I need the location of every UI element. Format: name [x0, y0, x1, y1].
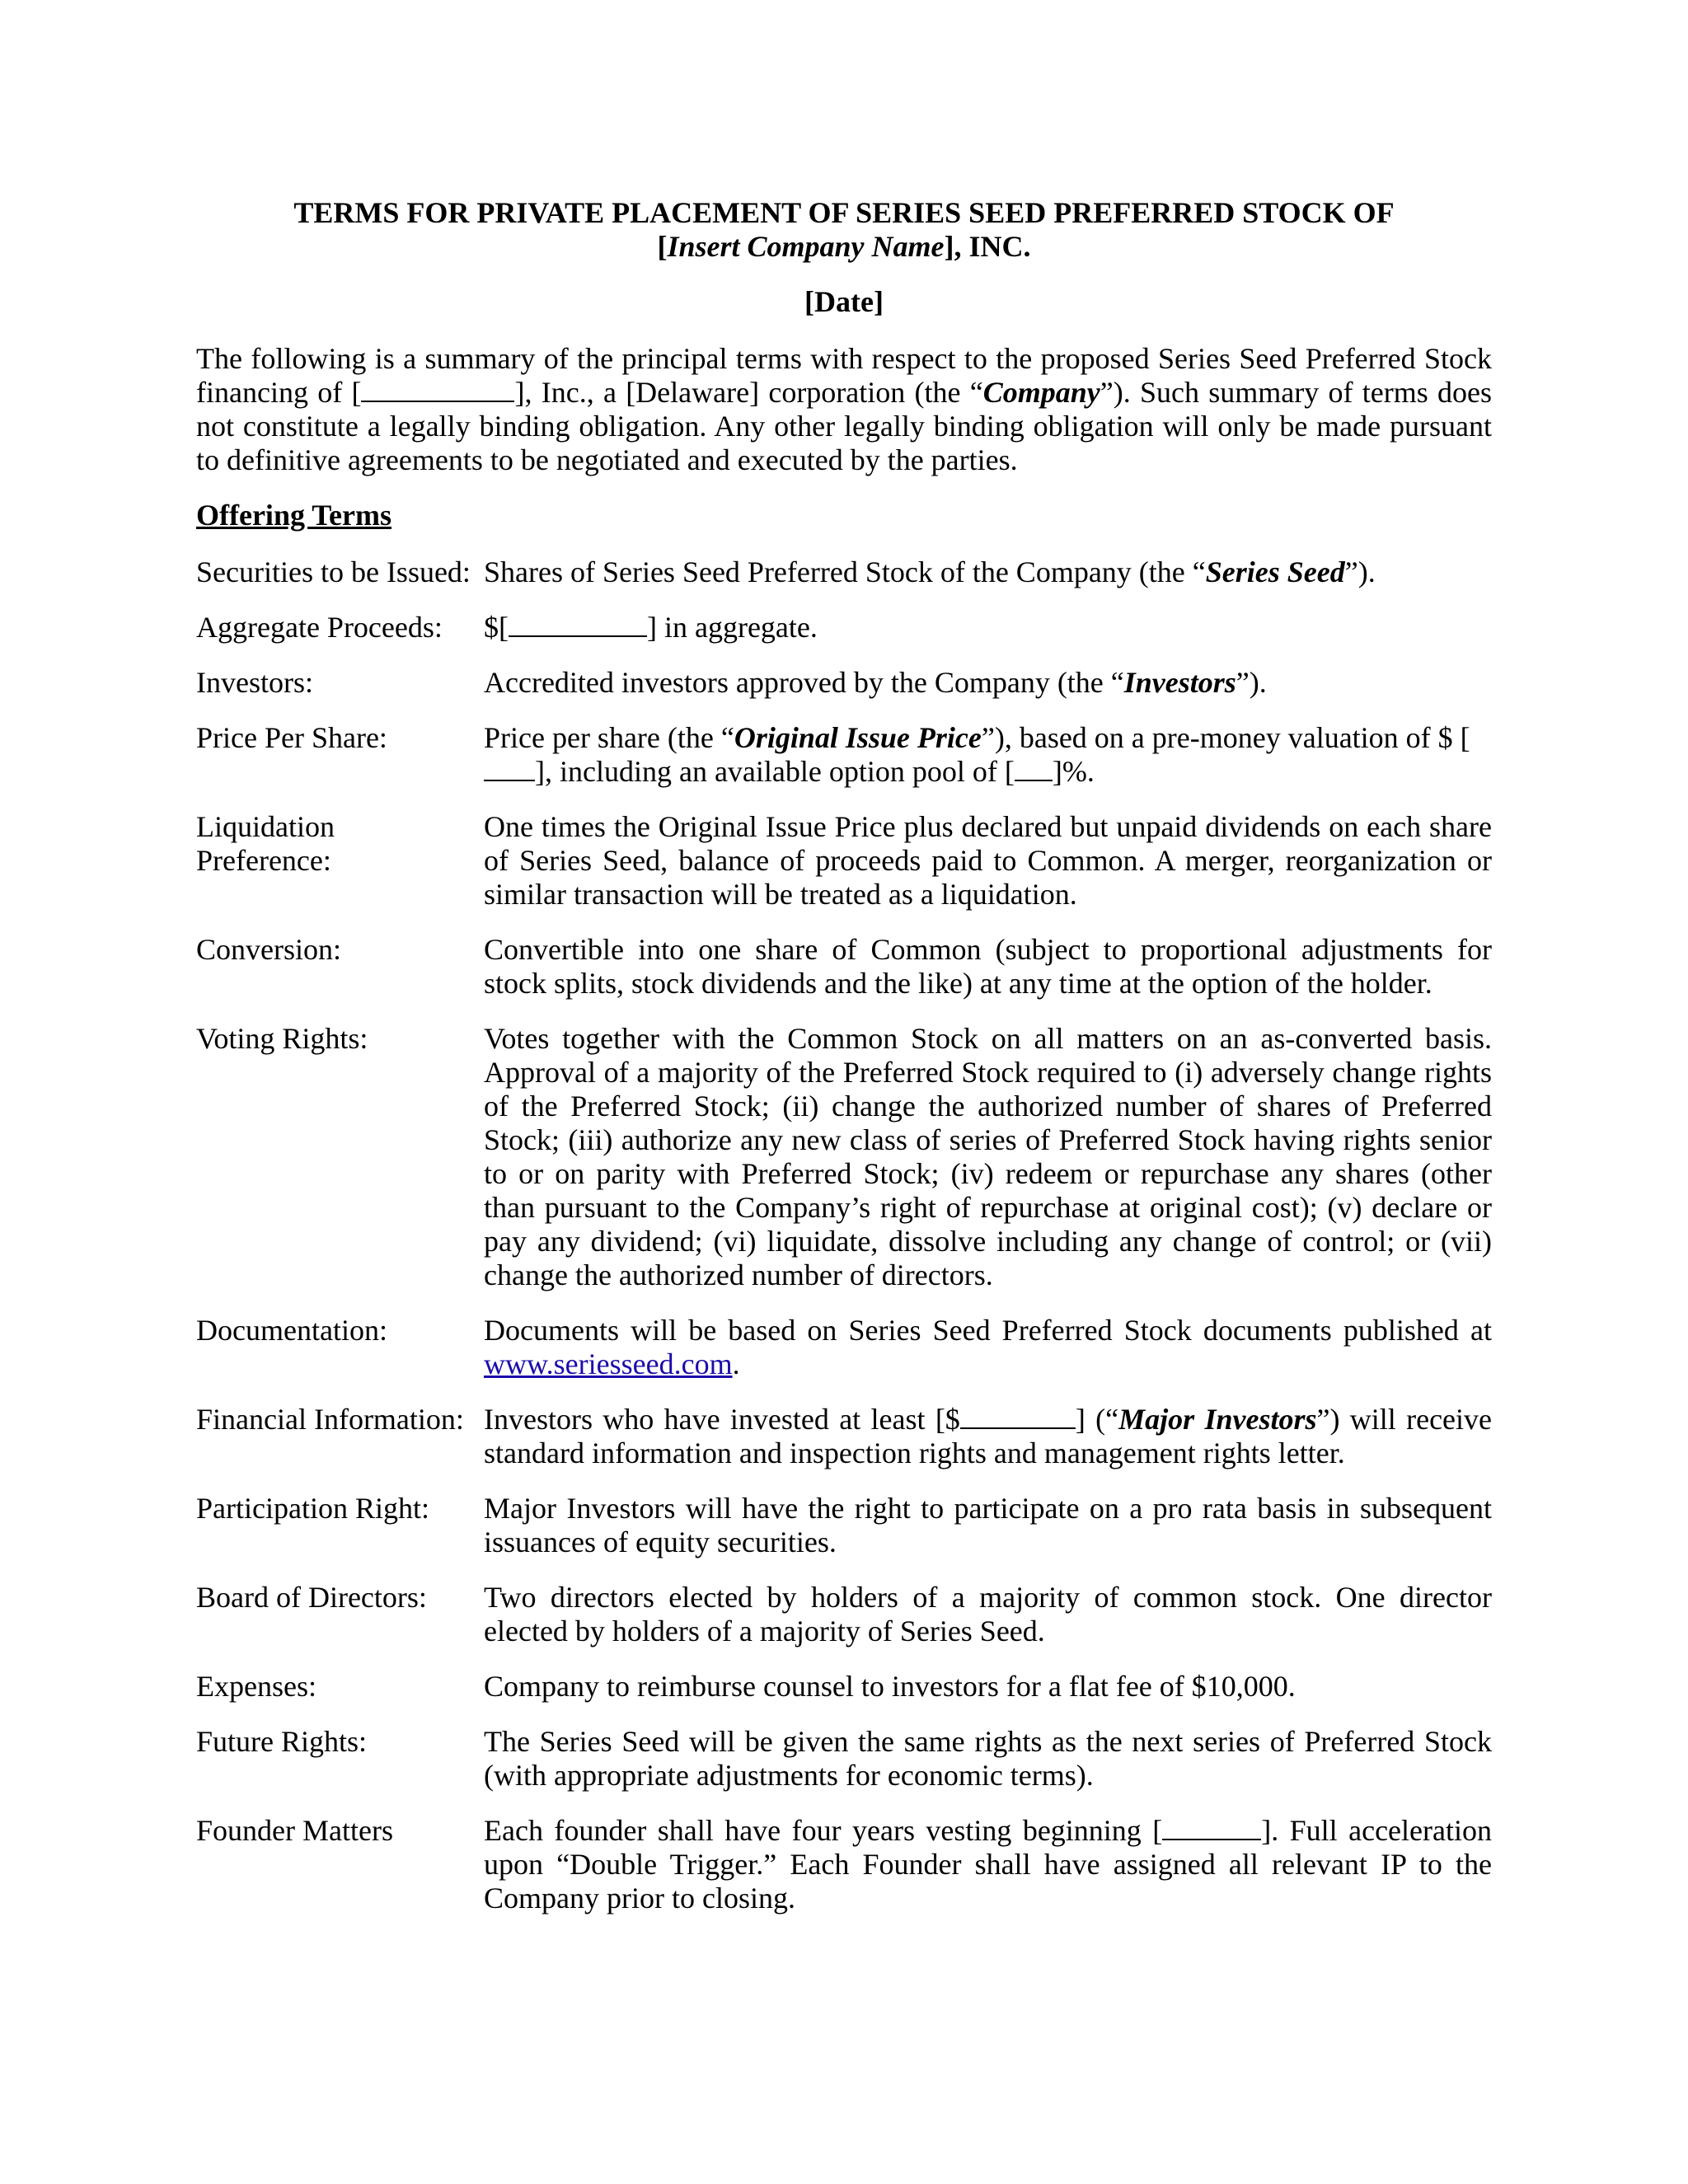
term-body — [484, 555, 1492, 589]
term-label: Price Per Share: — [196, 721, 387, 754]
company-blank — [361, 376, 514, 402]
term-body: Company to reimburse counsel to investors for a flat fee of $10,000. — [484, 1670, 1296, 1703]
term-text: ], including an available option pool of [ — [535, 755, 1015, 788]
proceeds-blank — [509, 611, 647, 637]
major-investor-amount-blank — [960, 1403, 1076, 1429]
term-text: Investors who have invested at least [$ — [484, 1403, 960, 1436]
term-body — [484, 1814, 1492, 1915]
term-row-participation — [196, 1492, 1492, 1559]
term-label: Founder Matters — [196, 1814, 393, 1847]
defined-term-major-investors: Major Investors — [1118, 1403, 1317, 1436]
vesting-start-blank — [1162, 1814, 1261, 1840]
term-row-voting — [196, 1022, 1492, 1292]
title-line-1: TERMS FOR PRIVATE PLACEMENT OF SERIES SEED PREFERRED STOCK OF — [293, 196, 1395, 229]
term-label: Voting Rights: — [196, 1022, 368, 1055]
intro-text-1: The following is a summary of the principal terms with respect to the proposed Series Seed Preferred Stock financing of [ — [196, 342, 1492, 409]
option-pool-blank — [1015, 755, 1053, 781]
term-label: Liquidation Preference: — [196, 810, 335, 877]
term-text: . — [732, 1347, 740, 1380]
term-body — [484, 611, 1492, 644]
document-date: [Date] — [804, 285, 884, 318]
term-body: Major Investors will have the right to participate on a pro rata basis in subsequent issuances of equity securities. — [484, 1492, 1492, 1558]
term-row-price — [196, 721, 1492, 789]
term-text: ] in aggregate. — [647, 611, 818, 644]
term-label: Future Rights: — [196, 1725, 368, 1758]
term-text: ] (“ — [1075, 1403, 1119, 1436]
title-suffix: ], INC. — [944, 230, 1031, 263]
defined-term-company: Company — [982, 376, 1100, 409]
term-text: Accredited investors approved by the Company (the “ — [484, 666, 1124, 699]
document-title — [196, 196, 1492, 264]
document-page — [196, 196, 1492, 1915]
term-row-securities — [196, 555, 1492, 589]
term-row-liquidation — [196, 810, 1492, 912]
seriesseed-link[interactable]: www.seriesseed.com — [484, 1347, 733, 1380]
term-label: Expenses: — [196, 1670, 316, 1703]
company-name-placeholder: Insert Company Name — [667, 230, 945, 263]
term-text: $[ — [484, 611, 509, 644]
term-label: Board of Directors: — [196, 1581, 427, 1614]
term-text: ]%. — [1052, 755, 1095, 788]
term-text: ”) will receive standard information and inspection rights and management rights letter. — [484, 1403, 1493, 1469]
title-line-2 — [196, 230, 1492, 264]
term-row-investors — [196, 666, 1492, 700]
defined-term-original-issue-price: Original Issue Price — [734, 721, 982, 754]
term-text: ”), based on a pre-money valuation of $ [ — [981, 721, 1470, 754]
term-text: Price per share (the “ — [484, 721, 734, 754]
term-row-conversion — [196, 933, 1492, 1001]
term-label: Conversion: — [196, 933, 341, 966]
term-text: ”). — [1236, 666, 1267, 699]
term-row-future — [196, 1725, 1492, 1793]
intro-paragraph — [196, 342, 1492, 477]
term-row-proceeds — [196, 611, 1492, 644]
term-text: Each founder shall have four years vesting beginning [ — [484, 1814, 1163, 1847]
intro-text-2: ], Inc., a [Delaware] corporation (the “ — [514, 376, 983, 409]
term-body: One times the Original Issue Price plus declared but unpaid dividends on each share of Series Seed, balance of proceeds paid to Common. A merger, reorganization or similar transaction will be treated as a liquidation. — [484, 810, 1492, 911]
defined-term-series-seed: Series Seed — [1205, 555, 1345, 588]
term-row-documentation — [196, 1314, 1492, 1381]
term-label: Investors: — [196, 666, 313, 699]
term-label: Securities to be Issued: — [196, 555, 471, 588]
term-label: Financial Information: — [196, 1403, 464, 1436]
term-body: Two directors elected by holders of a majority of common stock. One director elected by holders of a majority of Series Seed. — [484, 1581, 1492, 1647]
title-bracket-open: [ — [657, 230, 668, 263]
term-text: ]. Full acceleration upon “Double Trigger.” Each Founder shall have assigned all relevant IP to the Company prior to closing. — [484, 1814, 1492, 1915]
term-body — [484, 1403, 1492, 1470]
term-text: Documents will be based on Series Seed Preferred Stock documents published at — [484, 1314, 1492, 1347]
term-text: Shares of Series Seed Preferred Stock of the Company (the “ — [484, 555, 1206, 588]
term-body — [484, 721, 1492, 789]
term-label: Aggregate Proceeds: — [196, 611, 443, 644]
term-body: Votes together with the Common Stock on all matters on an as-converted basis. Approval of a majority of the Preferred Stock required to (i) adversely change rights of the Preferred Stock; (ii) change the authorized number of shares of Preferred Stock; (iii) authorize any new class of series of Preferred Stock having rights senior to or on parity with Preferred Stock; (iv) redeem or repurchase any shares (other than pursuant to the Company’s right of repurchase at original cost); (v) declare or pay any dividend; (vi) liquidate, dissolve including any change of control; or (vii) change the authorized number of directors. — [484, 1022, 1492, 1291]
term-row-financial — [196, 1403, 1492, 1470]
term-label: Documentation: — [196, 1314, 387, 1347]
intro-text-3: ”). Such summary of terms does not constitute a legally binding obligation. Any other legally binding obligation will only be made pursuant to definitive agreements to be negotiated and executed by the parties. — [196, 376, 1493, 476]
valuation-blank — [484, 755, 535, 781]
term-row-founder — [196, 1814, 1492, 1915]
section-heading-offering-terms: Offering Terms — [196, 499, 392, 532]
term-label: Participation Right: — [196, 1492, 429, 1525]
term-body — [484, 666, 1492, 700]
term-row-board — [196, 1581, 1492, 1648]
term-row-expenses — [196, 1670, 1492, 1704]
term-text: ”). — [1344, 555, 1376, 588]
term-body — [484, 1314, 1492, 1381]
term-body: The Series Seed will be given the same rights as the next series of Preferred Stock (with appropriate adjustments for economic terms). — [484, 1725, 1492, 1792]
defined-term-investors: Investors — [1123, 666, 1236, 699]
term-body: Convertible into one share of Common (subject to proportional adjustments for stock splits, stock dividends and the like) at any time at the option of the holder. — [484, 933, 1492, 1000]
